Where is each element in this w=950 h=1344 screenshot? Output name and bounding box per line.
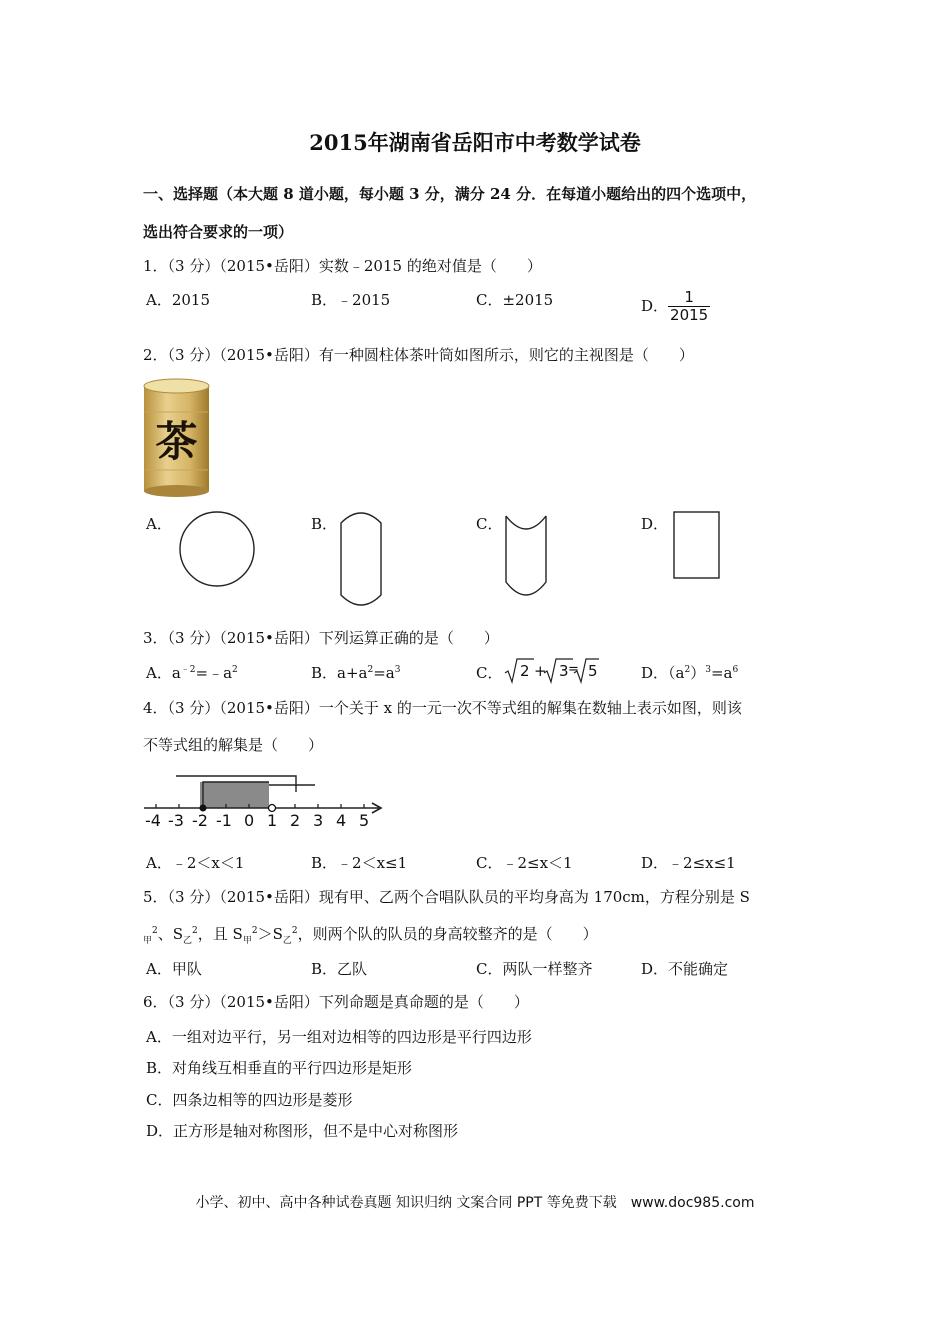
axis-label: 1 [267, 811, 278, 830]
q6-option-a: A．一组对边平行，另一组对边相等的四边形是平行四边形 [146, 1028, 532, 1046]
fraction-denominator: 2015 [670, 306, 709, 325]
q2-option-b-label: B． [311, 515, 338, 533]
q5-option-c: C．两队一样整齐 [476, 960, 593, 978]
text: ，则两个队的队员的身高较整齐的是（ ） [297, 925, 598, 943]
tea-can-character: 茶 [155, 417, 198, 466]
q6-option-c: C．四条边相等的四边形是菱形 [146, 1091, 353, 1109]
q3-a-exp: ﹣2 [180, 665, 196, 675]
q3-d-close: ） [690, 664, 706, 682]
question-6-stem: 6．（3 分）（2015•岳阳）下列命题是真命题的是（ ） [143, 993, 529, 1011]
q6-option-b: B．对角线互相垂直的平行四边形是矩形 [146, 1059, 413, 1077]
q5-option-b: B．乙队 [311, 960, 368, 978]
q3-b-pre: a+a [337, 664, 368, 682]
superscript: 2 [192, 926, 198, 936]
equals-sign: = [568, 662, 579, 677]
q5-option-d: D．不能确定 [641, 960, 729, 978]
subscript: 乙 [183, 936, 193, 946]
axis-label: 2 [290, 811, 301, 830]
q2-option-d-label: D． [641, 515, 669, 533]
page-footer: 小学、初中、高中各种试卷真题 知识归纳 文案合同 PPT 等免费下载 www.doc985.com [195, 1195, 755, 1211]
q1-option-a: A．2015 [146, 291, 211, 309]
q3-d-label: D． [641, 664, 669, 682]
q3-b-label: B． [311, 664, 338, 682]
question-5-stem-line2 [143, 923, 598, 946]
q2-option-a-label: A． [146, 515, 172, 533]
subscript: 甲 [143, 936, 153, 946]
section-heading-line1: 一、选择题（本大题 8 道小题，每小题 3 分，满分 24 分．在每道小题给出的四个选项中， [143, 185, 757, 203]
section-heading-line2: 选出符合要求的一项） [143, 223, 294, 241]
q3-b-exp2: 3 [394, 665, 401, 675]
q3-d-mid: =a [710, 664, 733, 682]
q1-option-b: B．﹣2015 [311, 291, 391, 309]
q3-d-exp2: 3 [705, 665, 711, 675]
radical-5: 5 [588, 662, 598, 680]
q3-a-rhs: =﹣a [195, 664, 233, 682]
q6-option-d: D．正方形是轴对称图形，但不是中心对称图形 [146, 1122, 459, 1140]
fraction-numerator: 1 [668, 289, 710, 307]
q3-b-exp1: 2 [367, 665, 374, 675]
q3-c-label: C． [476, 664, 503, 682]
question-4-stem-line1: 4．（3 分）（2015•岳阳）一个关于 x 的一元一次不等式组的解集在数轴上表示如图，则该 [143, 699, 742, 717]
question-2-stem: 2．（3 分）（2015•岳阳）有一种圆柱体茶叶筒如图所示，则它的主视图是（ ） [143, 346, 694, 364]
q3-b-mid: =a [373, 664, 395, 682]
page-title: 2015年湖南省岳阳市中考数学试卷 [309, 130, 641, 155]
q3-d-exp1: 2 [684, 665, 691, 675]
subscript: 甲 [242, 936, 252, 946]
q3-a-rhs-exp: 2 [232, 665, 238, 675]
q4-option-d: D．﹣2≤x≤1 [641, 854, 736, 872]
q1-option-d [641, 289, 710, 325]
axis-label: -2 [192, 811, 208, 830]
q3-option-c [476, 662, 502, 683]
radical-2: 2 [520, 662, 530, 680]
q4-option-b: B．﹣2＜x≤1 [311, 854, 408, 872]
q4-option-a: A．﹣2＜x＜1 [146, 854, 245, 872]
plus-sign: + [534, 662, 547, 680]
number-line-figure [140, 768, 390, 834]
axis-label: -4 [145, 811, 161, 830]
q3-option-b [311, 662, 400, 683]
q2-option-d-rectangle-figure [672, 510, 722, 582]
axis-label: 3 [313, 811, 324, 830]
superscript: 2 [152, 926, 158, 936]
q2-option-a-circle-figure [176, 508, 258, 590]
axis-label: 5 [359, 811, 370, 830]
q1-option-d-fraction [668, 289, 710, 325]
q3-option-a [146, 662, 238, 683]
subscript: 乙 [282, 936, 292, 946]
axis-label: 4 [336, 811, 347, 830]
q2-option-b-figure [337, 506, 387, 614]
q3-option-d [641, 662, 738, 683]
tea-can-image [143, 378, 210, 497]
q3-option-c-radical-expression [504, 655, 599, 685]
axis-label: -1 [216, 811, 232, 830]
text: ＞S [257, 925, 283, 943]
superscript: 2 [251, 926, 258, 936]
axis-label: 0 [244, 811, 255, 830]
question-5-stem-line1: 5．（3 分）（2015•岳阳）现有甲、乙两个合唱队队员的平均身高为 170cm，方程分别是 S [143, 888, 750, 906]
q3-a-base: a [171, 664, 181, 682]
question-1-stem: 1．（3 分）（2015•岳阳）实数﹣2015 的绝对值是（ ） [143, 257, 542, 275]
q5-option-a: A．甲队 [146, 960, 202, 978]
q4-option-c: C．﹣2≤x＜1 [476, 854, 573, 872]
q3-d-exp3: 6 [732, 665, 739, 675]
q2-option-c-figure [502, 512, 550, 602]
radical-3: 3 [559, 662, 569, 680]
text: 、S [157, 925, 184, 943]
question-4-stem-line2: 不等式组的解集是（ ） [143, 736, 324, 754]
q1-option-d-label: D． [641, 296, 669, 315]
q2-option-c-label: C． [476, 515, 503, 533]
superscript: 2 [291, 926, 298, 936]
axis-label: -3 [168, 811, 184, 830]
q3-d-open: （a [668, 664, 685, 682]
q3-a-label: A． [146, 664, 172, 682]
q1-option-c: C．±2015 [476, 291, 554, 309]
text: ，且 S [197, 925, 243, 943]
question-3-stem: 3．（3 分）（2015•岳阳）下列运算正确的是（ ） [143, 629, 499, 647]
